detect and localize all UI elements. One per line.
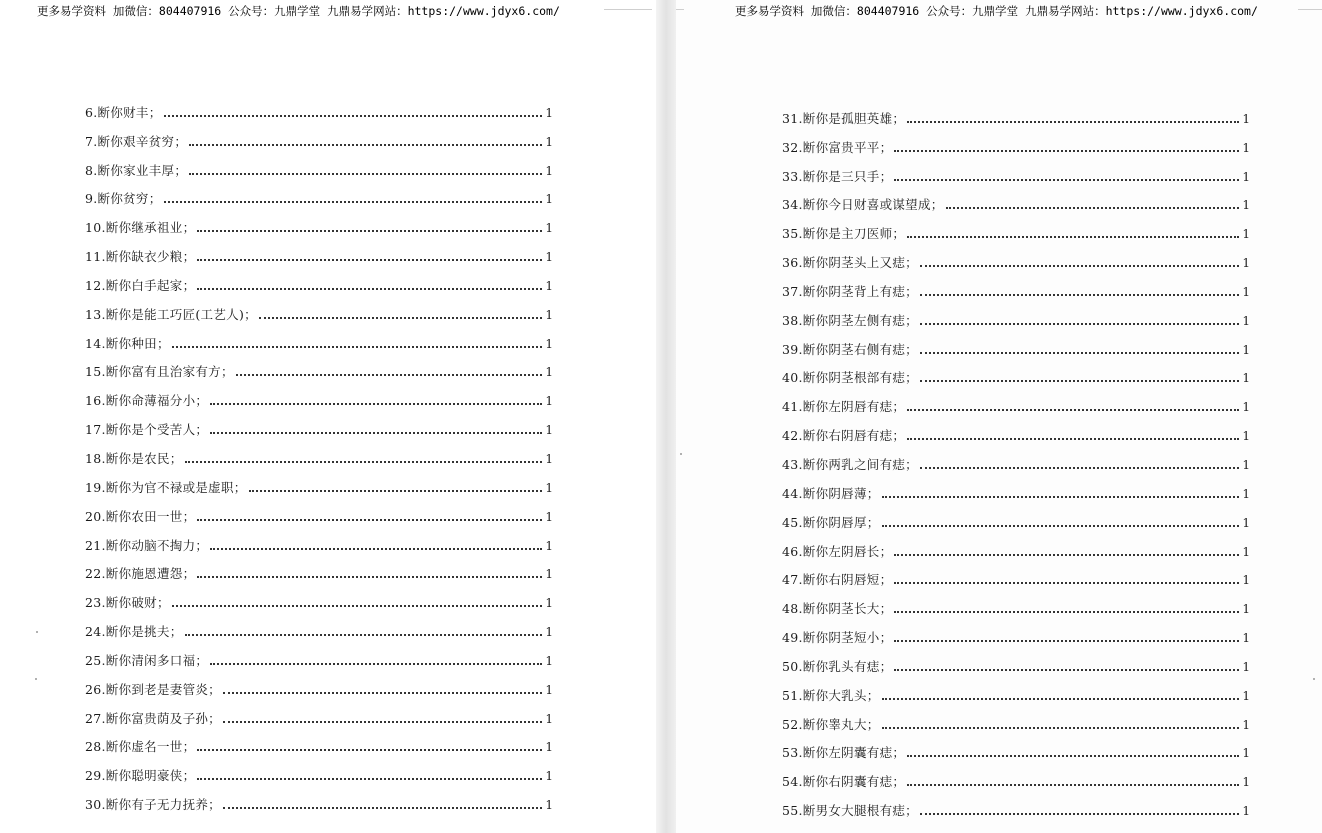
dot-leader xyxy=(882,496,1240,498)
toc-entry-title: 8.断你家业丰厚； xyxy=(85,162,188,178)
dot-leader xyxy=(197,576,542,578)
dot-leader xyxy=(197,778,542,780)
toc-entry[interactable] xyxy=(85,236,553,265)
toc-entry-page: 1 xyxy=(1242,342,1250,357)
toc-entry-title: 46.断你左阴唇长； xyxy=(782,543,893,559)
toc-entry-title: 37.断你阴茎背上有痣； xyxy=(782,283,918,299)
toc-entry-title: 55.断男女大腿根有痣； xyxy=(782,803,918,819)
toc-entry[interactable] xyxy=(782,213,1250,242)
dot-leader xyxy=(882,698,1240,700)
toc-entry[interactable] xyxy=(85,265,553,294)
toc-entry-title: 45.断你阴唇厚； xyxy=(782,514,880,530)
toc-entry-page: 1 xyxy=(1242,457,1250,472)
toc-entry-title: 39.断你阴茎右侧有痣； xyxy=(782,341,918,357)
dot-leader xyxy=(223,807,542,809)
toc-entry-title: 42.断你右阴唇有痣； xyxy=(782,428,906,444)
toc-entry-title: 27.断你富贵荫及子孙； xyxy=(85,710,221,726)
toc-entry[interactable] xyxy=(85,207,553,236)
scan-speck xyxy=(35,678,37,680)
toc-entry-title: 34.断你今日财喜或谋望成； xyxy=(782,197,944,213)
toc-entry-page: 1 xyxy=(545,336,553,351)
toc-entry[interactable] xyxy=(85,294,553,323)
toc-entry-title: 18.断你是农民； xyxy=(85,450,183,466)
toc-entry[interactable] xyxy=(85,409,553,438)
toc-entry[interactable] xyxy=(782,617,1250,646)
toc-entry-title: 38.断你阴茎左侧有痣； xyxy=(782,312,918,328)
dot-leader xyxy=(172,346,543,348)
toc-entry-title: 26.断你到老是妻管炎； xyxy=(85,681,221,697)
header-rule xyxy=(604,9,652,10)
scan-speck xyxy=(36,631,38,633)
dot-leader xyxy=(907,784,1239,786)
toc-entry-page: 1 xyxy=(545,250,553,265)
toc-entry[interactable] xyxy=(782,358,1250,387)
toc-entry[interactable] xyxy=(85,92,553,121)
dot-leader xyxy=(185,461,543,463)
dot-leader xyxy=(907,236,1239,238)
dot-leader xyxy=(172,605,543,607)
toc-entry[interactable] xyxy=(782,588,1250,617)
toc-entry-title: 21.断你动脑不掏力； xyxy=(85,537,209,553)
dot-leader xyxy=(894,582,1239,584)
toc-entry-title: 44.断你阴唇薄； xyxy=(782,485,880,501)
dot-leader xyxy=(894,150,1239,152)
toc-entry-title: 13.断你是能工巧匠(工艺人)； xyxy=(85,306,257,322)
dot-leader xyxy=(197,749,542,751)
toc-entry-title: 11.断你缺衣少粮； xyxy=(85,249,196,265)
header-rule xyxy=(1298,9,1322,10)
toc-entry-page: 1 xyxy=(1242,198,1250,213)
toc-entry[interactable] xyxy=(85,582,553,611)
toc-entry[interactable] xyxy=(782,156,1250,185)
toc-entry-title: 52.断你睾丸大； xyxy=(782,716,880,732)
dot-leader xyxy=(197,519,542,521)
dot-leader xyxy=(236,374,543,376)
toc-entry-page: 1 xyxy=(1242,515,1250,530)
toc-entry-page: 1 xyxy=(1242,227,1250,242)
toc-entry-title: 6.断你财丰； xyxy=(85,104,162,120)
dot-leader xyxy=(894,640,1239,642)
toc-entry[interactable] xyxy=(85,352,553,381)
toc-entry-title: 25.断你清闲多口福； xyxy=(85,652,209,668)
toc-entry-page: 1 xyxy=(1242,256,1250,271)
header-rule xyxy=(676,9,684,10)
toc-entry-title: 9.断你贫穷； xyxy=(85,191,162,207)
dot-leader xyxy=(894,611,1239,613)
toc-entry[interactable] xyxy=(85,784,553,813)
toc-entry-page: 1 xyxy=(1242,544,1250,559)
toc-entry-page: 1 xyxy=(545,682,553,697)
dot-leader xyxy=(189,144,542,146)
toc-entry-title: 31.断你是孤胆英雄； xyxy=(782,110,906,126)
page-header: 更多易学资料 加微信：804407916 公众号：九鼎学堂 九鼎易学网站：https://www.jdyx6.com/ xyxy=(37,4,560,18)
dot-leader xyxy=(259,317,542,319)
toc-entry-title: 49.断你阴茎短小； xyxy=(782,630,893,646)
toc-entry-page: 1 xyxy=(1242,284,1250,299)
dot-leader xyxy=(197,259,542,261)
toc-entry-page: 1 xyxy=(1242,400,1250,415)
dot-leader xyxy=(907,755,1239,757)
toc-entry-title: 10.断你继承祖业； xyxy=(85,220,196,236)
toc-entry-title: 30.断你有子无力抚养； xyxy=(85,797,221,813)
toc-entry-page: 1 xyxy=(545,596,553,611)
toc-entry-page: 1 xyxy=(1242,746,1250,761)
toc-entry-page: 1 xyxy=(545,105,553,120)
dot-leader xyxy=(920,380,1239,382)
dot-leader xyxy=(920,265,1239,267)
dot-leader xyxy=(164,115,543,117)
toc-entry[interactable] xyxy=(782,675,1250,704)
toc-entry-title: 16.断你命薄福分小； xyxy=(85,393,209,409)
toc-entry-page: 1 xyxy=(545,221,553,236)
toc-entry-title: 22.断你施恩遭怨； xyxy=(85,566,196,582)
toc-entry-page: 1 xyxy=(545,423,553,438)
scan-speck xyxy=(680,453,682,455)
toc-entry[interactable] xyxy=(85,640,553,669)
dot-leader xyxy=(882,727,1240,729)
toc-entry-page: 1 xyxy=(1242,573,1250,588)
toc-entry-page: 1 xyxy=(545,798,553,813)
dot-leader xyxy=(249,490,543,492)
dot-leader xyxy=(907,121,1239,123)
dot-leader xyxy=(197,230,542,232)
toc-entry-page: 1 xyxy=(1242,631,1250,646)
toc-entry-page: 1 xyxy=(545,653,553,668)
dot-leader xyxy=(907,409,1239,411)
toc-entry[interactable] xyxy=(782,733,1250,762)
toc-entry-page: 1 xyxy=(545,567,553,582)
toc-entry[interactable] xyxy=(85,179,553,208)
toc-entry-title: 47.断你右阴唇短； xyxy=(782,572,893,588)
page-gutter xyxy=(656,0,676,833)
dot-leader xyxy=(223,721,542,723)
toc-entry[interactable] xyxy=(782,98,1250,127)
dot-leader xyxy=(907,438,1239,440)
dot-leader xyxy=(894,669,1239,671)
toc-entry[interactable] xyxy=(782,560,1250,589)
toc-entry-page: 1 xyxy=(1242,602,1250,617)
toc-entry[interactable] xyxy=(782,444,1250,473)
toc-entry-title: 53.断你左阴囊有痣； xyxy=(782,745,906,761)
toc-entry-page: 1 xyxy=(1242,775,1250,790)
toc-entry-title: 20.断你农田一世； xyxy=(85,508,196,524)
toc-entry-page: 1 xyxy=(545,134,553,149)
toc-entry[interactable] xyxy=(85,496,553,525)
toc-entry-page: 1 xyxy=(545,192,553,207)
toc-entry-title: 48.断你阴茎长大； xyxy=(782,601,893,617)
toc-entry-page: 1 xyxy=(545,711,553,726)
toc-entry[interactable] xyxy=(85,380,553,409)
toc-entry-title: 24.断你是挑夫； xyxy=(85,624,183,640)
toc-entry-page: 1 xyxy=(1242,659,1250,674)
toc-entry-title: 23.断你破财； xyxy=(85,595,170,611)
toc-entry-page: 1 xyxy=(1242,140,1250,155)
toc-entry[interactable] xyxy=(85,669,553,698)
toc-entry-title: 17.断你是个受苦人； xyxy=(85,422,209,438)
toc-entry-page: 1 xyxy=(545,278,553,293)
toc-entry-title: 40.断你阴茎根部有痣； xyxy=(782,370,918,386)
toc-entry-title: 36.断你阴茎头上又痣； xyxy=(782,255,918,271)
dot-leader xyxy=(920,352,1239,354)
toc-entry[interactable] xyxy=(782,329,1250,358)
toc-entry-page: 1 xyxy=(1242,804,1250,819)
dot-leader xyxy=(197,288,542,290)
dot-leader xyxy=(894,179,1239,181)
dot-leader xyxy=(882,525,1240,527)
dot-leader xyxy=(223,692,542,694)
toc-entry-page: 1 xyxy=(545,740,553,755)
toc-entry[interactable] xyxy=(782,127,1250,156)
toc-entry[interactable] xyxy=(782,502,1250,531)
dot-leader xyxy=(189,173,542,175)
toc-entry[interactable] xyxy=(782,646,1250,675)
toc-entry[interactable] xyxy=(782,300,1250,329)
toc-entry-title: 35.断你是主刀医师； xyxy=(782,226,906,242)
toc-entry[interactable] xyxy=(782,473,1250,502)
dot-leader xyxy=(210,403,542,405)
toc-list xyxy=(782,98,1250,819)
toc-entry-page: 1 xyxy=(545,365,553,380)
toc-entry-title: 15.断你富有且治家有方； xyxy=(85,364,234,380)
toc-entry-title: 43.断你两乳之间有痣； xyxy=(782,456,918,472)
dot-leader xyxy=(894,554,1239,556)
toc-entry[interactable] xyxy=(85,121,553,150)
toc-entry[interactable] xyxy=(85,438,553,467)
toc-entry-title: 14.断你种田； xyxy=(85,335,170,351)
toc-entry-title: 41.断你左阴唇有痣； xyxy=(782,399,906,415)
toc-entry[interactable] xyxy=(782,790,1250,819)
dot-leader xyxy=(920,323,1239,325)
toc-entry-page: 1 xyxy=(545,509,553,524)
toc-entry-page: 1 xyxy=(545,480,553,495)
toc-entry-page: 1 xyxy=(545,394,553,409)
toc-entry[interactable] xyxy=(85,611,553,640)
toc-entry-title: 7.断你艰辛贫穷； xyxy=(85,133,188,149)
toc-entry[interactable] xyxy=(85,323,553,352)
dot-leader xyxy=(164,201,543,203)
toc-entry-page: 1 xyxy=(1242,429,1250,444)
dot-leader xyxy=(210,548,542,550)
toc-entry[interactable] xyxy=(782,704,1250,733)
toc-entry-title: 33.断你是三只手； xyxy=(782,168,893,184)
toc-entry-page: 1 xyxy=(545,769,553,784)
page-header: 更多易学资料 加微信：804407916 公众号：九鼎学堂 九鼎易学网站：https://www.jdyx6.com/ xyxy=(735,4,1258,18)
toc-entry-page: 1 xyxy=(545,307,553,322)
toc-entry-title: 50.断你乳头有痣； xyxy=(782,658,893,674)
toc-entry-page: 1 xyxy=(1242,169,1250,184)
toc-entry-page: 1 xyxy=(1242,371,1250,386)
toc-entry-page: 1 xyxy=(545,451,553,466)
dot-leader xyxy=(920,813,1239,815)
dot-leader xyxy=(210,432,542,434)
toc-entry[interactable] xyxy=(782,242,1250,271)
toc-entry-page: 1 xyxy=(1242,486,1250,501)
toc-entry[interactable] xyxy=(782,271,1250,300)
toc-entry[interactable] xyxy=(85,727,553,756)
toc-entry-page: 1 xyxy=(1242,111,1250,126)
toc-entry[interactable] xyxy=(85,698,553,727)
right-page xyxy=(676,0,1322,833)
toc-entry[interactable] xyxy=(85,755,553,784)
toc-entry-title: 29.断你聪明豪侠； xyxy=(85,768,196,784)
toc-entry-title: 12.断你白手起家； xyxy=(85,277,196,293)
dot-leader xyxy=(946,207,1240,209)
dot-leader xyxy=(210,663,542,665)
toc-entry[interactable] xyxy=(85,467,553,496)
toc-entry-title: 54.断你右阴囊有痣； xyxy=(782,774,906,790)
toc-entry[interactable] xyxy=(85,150,553,179)
toc-entry-title: 51.断你大乳头； xyxy=(782,687,880,703)
dot-leader xyxy=(920,294,1239,296)
toc-entry[interactable] xyxy=(85,554,553,583)
toc-entry-page: 1 xyxy=(545,538,553,553)
toc-list xyxy=(85,92,553,813)
toc-entry-title: 19.断你为官不禄或是虚职； xyxy=(85,479,247,495)
toc-entry-page: 1 xyxy=(1242,313,1250,328)
toc-entry-page: 1 xyxy=(545,163,553,178)
left-page xyxy=(0,0,656,833)
toc-entry[interactable] xyxy=(782,531,1250,560)
toc-entry-title: 28.断你虚名一世； xyxy=(85,739,196,755)
toc-entry[interactable] xyxy=(782,761,1250,790)
toc-entry-title: 32.断你富贵平平； xyxy=(782,139,893,155)
toc-entry[interactable] xyxy=(782,185,1250,214)
toc-entry-page: 1 xyxy=(545,625,553,640)
toc-entry-page: 1 xyxy=(1242,688,1250,703)
dot-leader xyxy=(920,467,1239,469)
toc-entry-page: 1 xyxy=(1242,717,1250,732)
toc-entry[interactable] xyxy=(782,415,1250,444)
scan-speck xyxy=(1313,678,1315,680)
dot-leader xyxy=(185,634,543,636)
toc-entry[interactable] xyxy=(85,525,553,554)
toc-entry[interactable] xyxy=(782,386,1250,415)
